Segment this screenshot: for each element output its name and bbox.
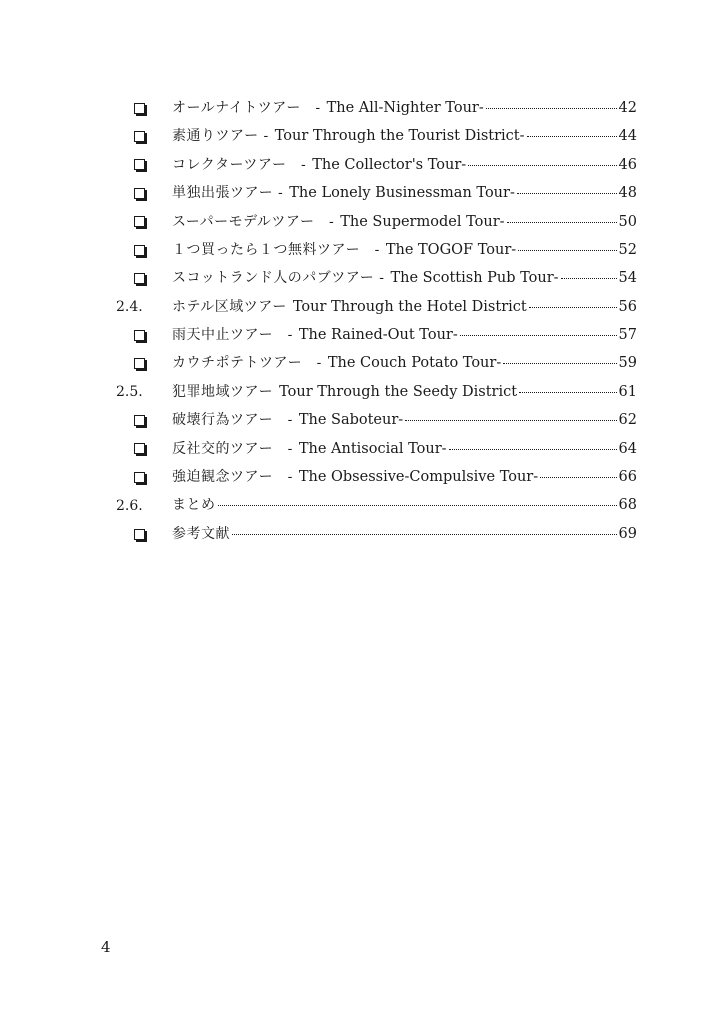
checkbox-icon [134,188,145,199]
entry-title-japanese: コレクターツアー - [172,156,307,173]
toc-entry [172,413,637,428]
toc-item-row [0,236,721,264]
entry-page-number: 52 [618,241,637,258]
dot-leader [218,505,617,506]
checkbox-icon [134,529,145,540]
dot-leader [468,165,616,166]
bullet-marker [131,159,153,170]
entry-title-english: The Antisocial Tour- [298,440,447,457]
entry-page-number: 69 [618,525,637,542]
toc-entry [172,498,637,513]
bullet-marker [131,188,153,199]
bullet-marker [131,358,153,369]
section-number: 2.5. [116,384,143,401]
bullet-marker [131,529,153,540]
entry-page-number: 64 [618,440,637,457]
toc-entry [172,186,637,201]
dot-leader [486,108,617,109]
entry-title-english: The Supermodel Tour- [340,213,505,230]
entry-page-number: 59 [618,355,637,372]
entry-title-english: The Collector's Tour- [312,156,467,173]
bullet-marker [131,216,153,227]
entry-title-japanese: 素通りツアー - [172,128,269,145]
toc-section-row [0,378,721,406]
entry-page-number: 54 [618,270,637,287]
page-number: 4 [101,938,111,956]
toc-entry [172,442,637,457]
dot-leader [507,222,617,223]
entry-title-english: Tour Through the Hotel District [292,298,527,315]
toc-item-row [0,520,721,548]
entry-title-english: The Lonely Businessman Tour- [289,185,515,202]
checkbox-icon [134,415,145,426]
dot-leader [518,250,616,251]
entry-title-japanese: 参考文献 [172,525,230,542]
checkbox-icon [134,358,145,369]
entry-title-japanese: ホテル区域ツアー [172,298,287,315]
toc-item-row [0,321,721,349]
toc-item-row [0,350,721,378]
entry-page-number: 46 [618,156,637,173]
table-of-contents [0,94,721,548]
toc-item-row [0,94,721,122]
checkbox-icon [134,216,145,227]
entry-title-english: Tour Through the Tourist District- [274,128,525,145]
toc-entry [172,328,637,343]
dot-leader [503,363,616,364]
entry-title-japanese: まとめ [172,497,216,514]
bullet-marker [131,443,153,454]
entry-title-english: The Saboteur- [298,412,404,429]
toc-entry [172,385,637,400]
toc-entry [172,271,637,286]
checkbox-icon [134,159,145,170]
dot-leader [529,307,617,308]
bullet-marker [131,103,153,114]
checkbox-icon [134,472,145,483]
entry-title-english: The Scottish Pub Tour- [390,270,559,287]
entry-title-english: The TOGOF Tour- [385,241,517,258]
toc-section-row [0,491,721,519]
entry-page-number: 42 [618,99,637,116]
toc-entry [172,158,637,173]
dot-leader [561,278,617,279]
entry-title-japanese: １つ買ったら１つ無料ツアー - [172,241,380,258]
dot-leader [405,420,616,421]
toc-entry [172,129,637,144]
dot-leader [540,477,616,478]
entry-page-number: 56 [618,298,637,315]
checkbox-icon [134,245,145,256]
entry-title-english: The All-Nighter Tour- [326,99,484,116]
entry-page-number: 48 [618,185,637,202]
toc-section-row [0,293,721,321]
entry-title-japanese: スコットランド人のパブツアー - [172,270,385,287]
toc-item-row [0,463,721,491]
bullet-marker [131,245,153,256]
entry-page-number: 68 [618,497,637,514]
bullet-marker [131,330,153,341]
checkbox-icon [134,103,145,114]
toc-entry [172,300,637,315]
entry-title-english: The Couch Potato Tour- [327,355,502,372]
toc-item-row [0,151,721,179]
dot-leader [519,392,616,393]
toc-entry [172,470,637,485]
entry-page-number: 66 [618,469,637,486]
section-number: 2.6. [116,497,143,514]
bullet-marker [131,273,153,284]
bullet-marker [131,415,153,426]
dot-leader [460,335,617,336]
entry-title-english: The Obsessive-Compulsive Tour- [298,469,539,486]
toc-entry [172,243,637,258]
entry-title-english: The Rained-Out Tour- [298,327,458,344]
entry-title-japanese: スーパーモデルツアー - [172,213,335,230]
dot-leader [527,136,617,137]
toc-item-row [0,406,721,434]
toc-item-row [0,435,721,463]
toc-item-row [0,179,721,207]
entry-title-japanese: 犯罪地域ツアー [172,383,274,400]
entry-page-number: 50 [618,213,637,230]
entry-page-number: 57 [618,327,637,344]
checkbox-icon [134,443,145,454]
entry-title-japanese: 単独出張ツアー - [172,185,284,202]
entry-title-english: Tour Through the Seedy District [279,383,518,400]
dot-leader [449,449,617,450]
entry-title-japanese: カウチポテトツアー - [172,355,322,372]
entry-title-japanese: 反社交的ツアー - [172,440,293,457]
toc-entry [172,356,637,371]
dot-leader [517,193,617,194]
toc-item-row [0,208,721,236]
checkbox-icon [134,131,145,142]
toc-item-row [0,264,721,292]
toc-item-row [0,122,721,150]
entry-title-japanese: 雨天中止ツアー - [172,327,293,344]
bullet-marker [131,131,153,142]
toc-entry [172,215,637,230]
entry-title-japanese: 破壊行為ツアー - [172,412,293,429]
toc-entry [172,101,637,116]
bullet-marker [131,472,153,483]
entry-page-number: 44 [618,128,637,145]
entry-title-japanese: 強迫観念ツアー - [172,469,293,486]
dot-leader [232,534,617,535]
checkbox-icon [134,330,145,341]
entry-page-number: 62 [618,412,637,429]
entry-title-japanese: オールナイトツアー - [172,99,321,116]
section-number: 2.4. [116,298,143,315]
entry-page-number: 61 [618,383,637,400]
toc-entry [172,527,637,542]
checkbox-icon [134,273,145,284]
